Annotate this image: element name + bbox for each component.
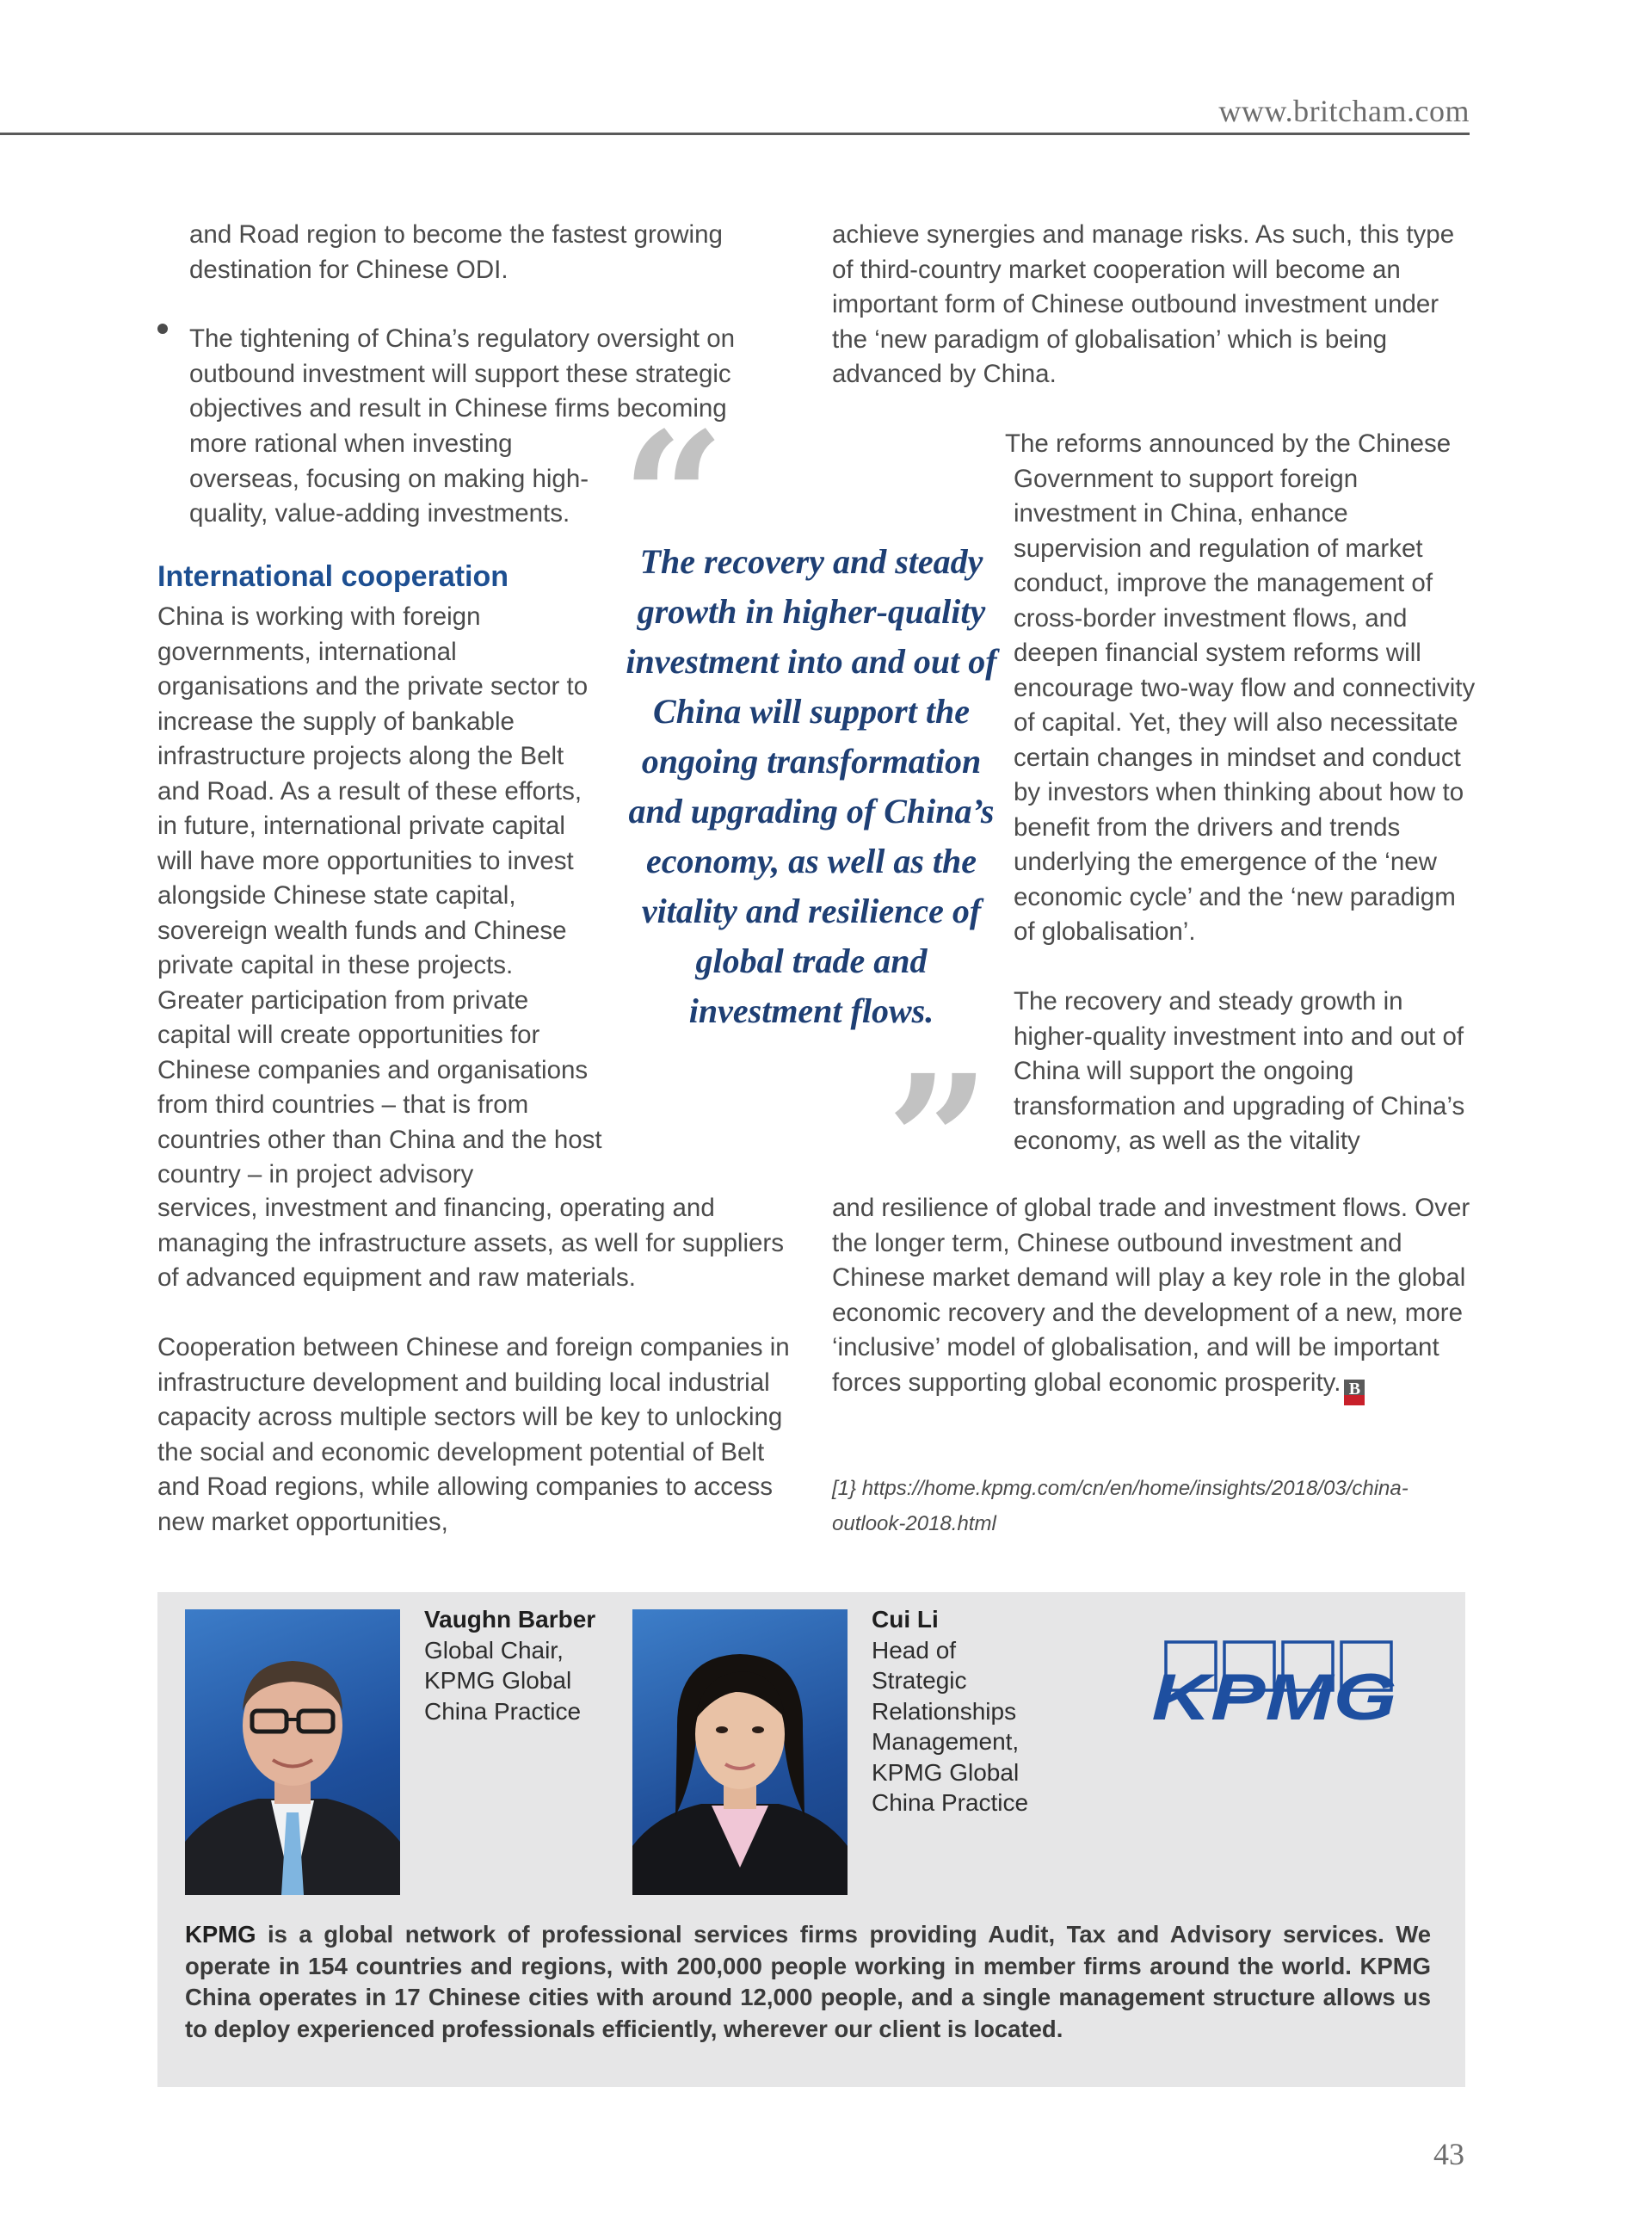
- site-url: www.britcham.com: [1218, 94, 1470, 128]
- bullet-text-wide: The tightening of China’s regulatory oversight on outbound investment will support these strategic objectives and result in Chinese firms becoming: [189, 324, 736, 423]
- open-quote-icon: “: [621, 392, 725, 605]
- bullet-icon: [157, 324, 168, 334]
- bullet-text-narrow: more rational when investing overseas, focusing on making high-quality, value-adding investments.: [189, 429, 589, 528]
- person-portrait-icon: [632, 1609, 848, 1895]
- author-title-line: Strategic: [872, 1667, 967, 1694]
- author-box: [157, 1592, 1465, 2087]
- kpmg-description-lead: KPMG: [185, 1921, 256, 1948]
- right-paragraph-conclusion: [832, 1191, 1473, 1405]
- author-title-line: Global Chair,: [424, 1636, 564, 1664]
- close-quote-icon: ”: [886, 1035, 990, 1248]
- left-continuation-text: and Road region to become the fastest growing destination for Chinese ODI.: [189, 220, 723, 284]
- page-number: 43: [1433, 2137, 1464, 2171]
- author-name: Cui Li: [872, 1606, 939, 1633]
- author-title-line: China Practice: [424, 1697, 582, 1725]
- author-credit-vaughn-barber: [424, 1604, 595, 1726]
- author-title-line: China Practice: [872, 1789, 1029, 1816]
- header-rule: [0, 133, 1470, 135]
- author-credit-cui-li: [872, 1604, 1028, 1818]
- author-title-line: Head of: [872, 1636, 957, 1664]
- section-heading: International cooperation: [157, 560, 509, 593]
- left-paragraph-wide: services, investment and financing, operating and managing the infrastructure assets, as well for suppliers of advanced equipment and raw materials.: [157, 1194, 785, 1292]
- author-title-line: KPMG Global: [872, 1758, 1020, 1786]
- kpmg-logo: [1147, 1639, 1396, 1725]
- right-paragraph-top: achieve synergies and manage risks. As such, this type of third-country market cooperation will become an important form of Chinese outbound investment under the ‘new paradigm of globalisation’ which is being advanced by China.: [832, 220, 1455, 388]
- right-paragraph-reforms: The reforms announced by the Chinese Government to support foreign investment in China, enhance supervision and regulation of market conduct, improve the management of cross-border investment flows, and deepen financial system reforms will encourage two-way flow and connectivity of capital. Yet, they will also necessitate certain changes in mindset and conduct by investors when thinking about how to benefit from the drivers and trends underlying the emergence of the ‘new economic cycle’ and the ‘new paradigm of globalisation’.: [1005, 429, 1476, 946]
- right-paragraph-recovery: The recovery and steady growth in higher-quality investment into and out of China will support the ongoing transformation and upgrading of China’s economy, as well as the vitality: [1014, 987, 1465, 1155]
- kpmg-description-text: is a global network of professional services firms providing Audit, Tax and Advisory services. We operate in 154 countries and regions, with 200,000 people working in member firms around the world. KPMG China operates in 17 Chinese cities with around 12,000 people, and a single management structure allows us to deploy experienced professionals efficiently, wherever our client is located.: [185, 1921, 1431, 2042]
- britcham-end-mark-icon: B: [1344, 1380, 1365, 1405]
- author-title-line: KPMG Global: [424, 1667, 572, 1694]
- person-portrait-icon: [185, 1609, 400, 1895]
- author-title-line: Management,: [872, 1728, 1020, 1755]
- left-paragraph-cooperation: Cooperation between Chinese and foreign companies in infrastructure development and building local industrial capacity across multiple sectors will be key to unlocking the social and economic development potential of Belt and Road regions, while allowing companies to access new market opportunities,: [157, 1333, 790, 1536]
- author-name: Vaughn Barber: [424, 1606, 596, 1633]
- author-photo-vaughn-barber: [185, 1609, 400, 1895]
- right-paragraph-conclusion-text: and resilience of global trade and investment flows. Over the longer term, Chinese outbound investment and Chinese market demand will play a key role in the global economic recovery and the development of a new, more ‘inclusive’ model of globalisation, and will be important forces supporting global economic prosperity.: [832, 1194, 1470, 1397]
- pull-quote: The recovery and steady growth in higher-quality investment into and out of China will support the ongoing transformation and upgrading of China’s economy, as well as the vitality and resilience of global trade and investment flows.: [626, 542, 997, 1030]
- kpmg-logo-text: KPMG: [1151, 1661, 1396, 1725]
- kpmg-description: [185, 1919, 1431, 2045]
- footnote-link[interactable]: [1} https://home.kpmg.com/cn/en/home/insights/2018/03/china-outlook-2018.html: [832, 1477, 1409, 1535]
- left-paragraph-narrow: China is working with foreign governments, international organisations and the private sector to increase the supply of bankable infrastructure projects along the Belt and Road. As a result of these efforts, in future, international private capital will have more opportunities to invest alongside Chinese state capital, sovereign wealth funds and Chinese private capital in these projects. Greater participation from private capital will create opportunities for Chinese companies and organisations from third countries – that is from countries other than China and the host country – in project advisory: [157, 602, 602, 1189]
- author-photo-cui-li: [632, 1609, 848, 1895]
- author-title-line: Relationships: [872, 1697, 1017, 1725]
- right-indented-column: [1005, 427, 1478, 1194]
